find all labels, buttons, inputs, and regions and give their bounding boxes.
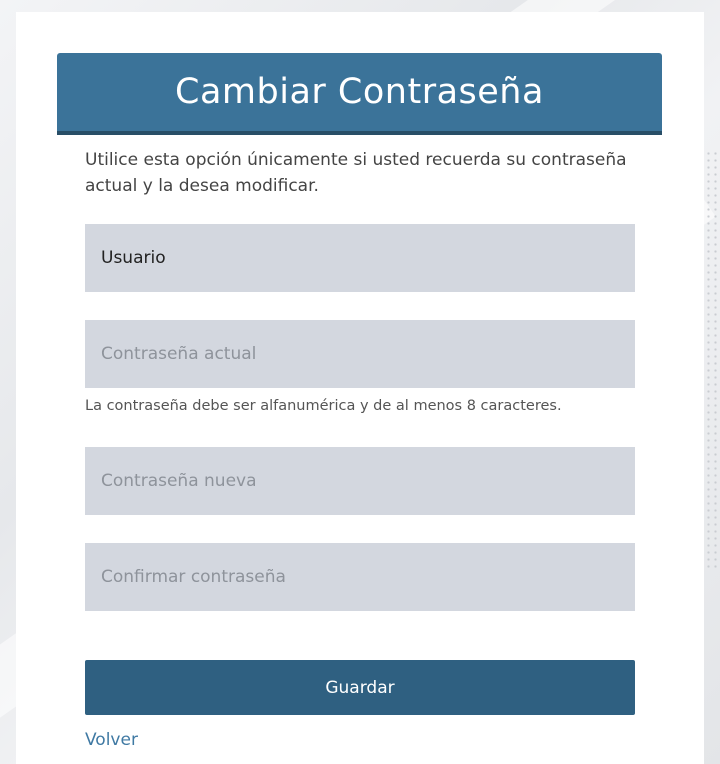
confirm-password-input[interactable] bbox=[85, 543, 635, 611]
intro-text: Utilice esta opción únicamente si usted recuerda su contraseña actual y la desea modificar. bbox=[85, 150, 627, 196]
current-password-input[interactable] bbox=[85, 320, 635, 388]
back-link[interactable]: Volver bbox=[85, 730, 138, 750]
save-button[interactable]: Guardar bbox=[85, 660, 635, 715]
change-password-card bbox=[16, 12, 704, 764]
card-header bbox=[57, 53, 662, 135]
password-hint: La contraseña debe ser alfanumérica y de al menos 8 caracteres. bbox=[85, 398, 562, 414]
new-password-input[interactable] bbox=[85, 447, 635, 515]
username-input[interactable] bbox=[85, 224, 635, 292]
page-title: Cambiar Contraseña bbox=[175, 72, 544, 112]
